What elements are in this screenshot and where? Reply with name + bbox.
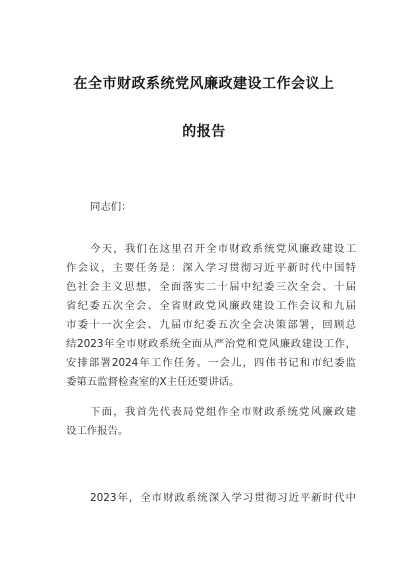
document-title-line-1: 在全市财政系统党风廉政建设工作会议上	[73, 76, 335, 92]
paragraph-line: 市委十一次全会、九届市纪委五次全会决策部署，回顾总	[66, 319, 356, 331]
paragraph-line: 2023年，全市财政系统深入学习贯彻习近平新时代中	[90, 492, 356, 504]
paragraph-3	[66, 489, 356, 508]
paragraph-line: 安排部署2024年工作任务。一会儿，四伟书记和市纪委监	[66, 357, 356, 369]
paragraph-2	[66, 403, 356, 441]
paragraph-line: 作会议，主要任务是：深入学习贯彻习近平新时代中国特	[66, 262, 356, 274]
greeting: 同志们：	[90, 201, 132, 213]
paragraph-line: 下面，我首先代表局党组作全市财政系统党风廉政建	[90, 406, 356, 418]
paragraph-line: 今天，我们在这里召开全市财政系统党风廉政建设工	[90, 243, 356, 255]
paragraph-line: 委第五监督检查室的X主任还要讲话。	[66, 376, 240, 388]
paragraph-line: 色社会主义思想，全面落实二十届中纪委三次全会、十届	[66, 281, 356, 293]
paragraph-line: 省纪委五次全会、全省财政党风廉政建设工作会议和九届	[66, 300, 356, 312]
paragraph-1	[66, 240, 356, 392]
document-title-line-2: 的报告	[182, 124, 226, 140]
paragraph-line: 结2023年全市财政系统全面从严治党和党风廉政建设工作，	[66, 338, 356, 350]
paragraph-line: 设工作报告。	[66, 425, 129, 437]
